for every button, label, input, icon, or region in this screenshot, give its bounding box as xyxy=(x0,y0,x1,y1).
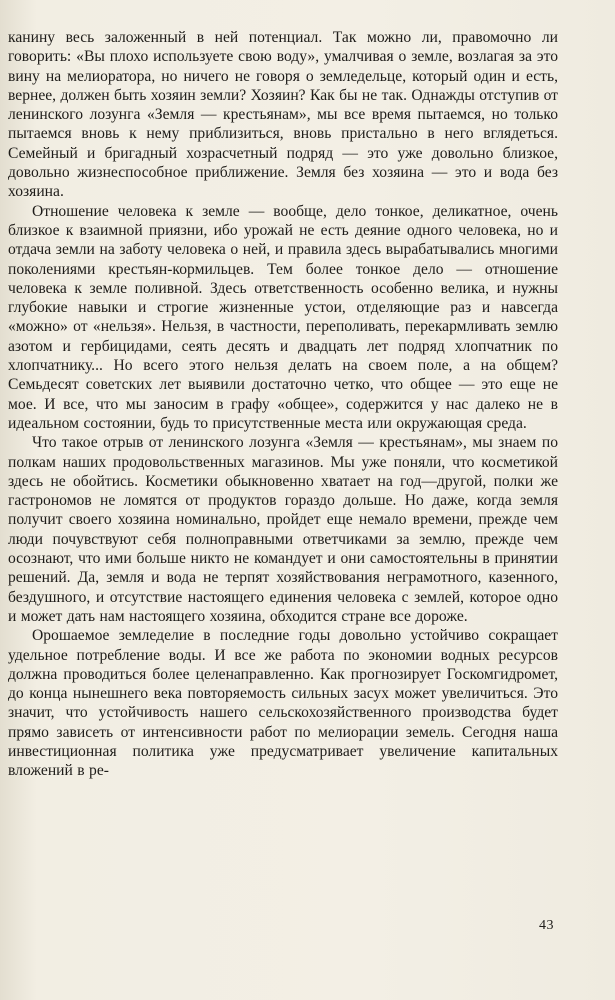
paragraph-3: Что такое отрыв от ленинского лозунга «Земля — крестьянам», мы знаем по полкам наших продовольственных магазинов. Мы уже поняли, что косметикой здесь не обойтись. Косметики обыкновенно хватает на год—другой, полки же гастрономов не ломятся от продуктов гораздо дольше. Но даже, когда земля получит своего хозяина номинально, пройдет еще немало времени, прежде чем люди почувствуют себя полноправными ответчиками за землю, прежде чем осознают, что ими больше никто не командует и они самостоятельны в принятии решений. Да, земля и вода не терпят хозяйствования неграмотного, казенного, бездушного, и отсутствие настоящего единения человека с землей, которое одно и может дать нам настоящего хозяина, обходится стране все дороже. xyxy=(8,434,558,625)
paragraph-2: Отношение человека к земле — вообще, дело тонкое, деликатное, очень близкое к взаимной приязни, ибо урожай не есть деяние одного человека, но и отдача земли на заботу человека о ней, и правила здесь вырабатывались многими поколениями крестьян-кормильцев. Тем более тонкое дело — отношение человека к земле поливной. Здесь ответственность особенно велика, и нужны глубокие навыки и строгие жизненные устои, отделяющие раз и навсегда «можно» от «нельзя». Нельзя, в частности, переполивать, перекармливать землю азотом и гербицидами, сеять десять и двадцать лет подряд хлопчатник по хлопчатнику... Но всего этого нельзя делать на своем поле, а на общем? Семьдесят советских лет выявили достаточно четко, что общее — это еще не мое. И все, что мы заносим в графу «общее», содержится у нас далеко не в идеальном состоянии, будь то присутственные места или окружающая среда. xyxy=(8,202,558,432)
page-number: 43 xyxy=(539,918,554,933)
body-text xyxy=(8,28,558,781)
paragraph-1: канину весь заложенный в ней потенциал. Так можно ли, правомочно ли говорить: «Вы плохо используете свою воду», умалчивая о земле, возлагая за это вину на мелиоратора, но ничего не говоря о земледельце, который один и есть, вернее, должен быть хозяин земли? Хозяин? Как бы не так. Однажды отступив от ленинского лозунга «Земля — крестьянам», мы все время пытаемся, но только пытаемся вновь к нему приблизиться, вновь пристально в него вглядеться. Семейный и бригадный хозрасчетный подряд — это уже довольно близкое, довольно жизнеспособное приближение. Земля без хозяина — это и вода без хозяина. xyxy=(8,29,558,201)
paragraph-4: Орошаемое земледелие в последние годы довольно устойчиво сокращает удельное потребление воды. И все же работа по экономии водных ресурсов должна проводиться более целенаправленно. Как прогнозирует Госкомгидромет, до конца нынешнего века повторяемость сильных засух может увеличиться. Это значит, что устойчивость нашего сельскохозяйственного производства будет прямо зависеть от интенсивности работ по мелиорации земель. Сегодня наша инвестиционная политика уже предусматривает увеличение капитальных вложений в ре- xyxy=(8,627,558,780)
